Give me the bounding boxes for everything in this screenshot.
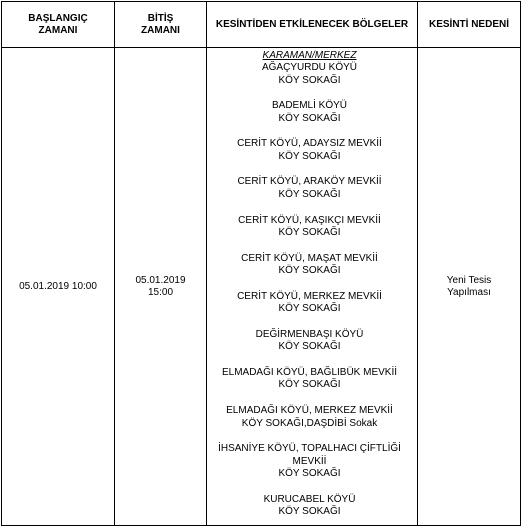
region-line: KÖY SOKAĞI: [278, 265, 341, 277]
affected-regions-list: [206, 50, 413, 519]
header-start-time: BAŞLANGIÇ ZAMANI: [28, 12, 88, 36]
region-line: KÖY SOKAĞI,DAŞDİBİ Sokak: [241, 417, 378, 429]
region-line: KÖY SOKAĞI: [278, 226, 341, 238]
region-entry: [264, 494, 356, 519]
region-line: ELMADAĞI KÖYÜ, MERKEZ MEVKİİ: [226, 405, 393, 417]
region-line: BADEMLİ KÖYÜ: [271, 100, 348, 112]
region-line: İHSANİYE KÖYÜ, TOPALHACI ÇİFTLİĞİ: [218, 443, 401, 455]
region-entry: [241, 253, 378, 278]
region-line: KÖY SOKAĞI: [278, 506, 341, 518]
region-entry: [237, 138, 382, 163]
region-line: KÖY SOKAĞI: [278, 379, 341, 391]
region-line: KÖY SOKAĞI: [278, 468, 341, 480]
region-entry: [262, 50, 357, 87]
region-line: KÖY SOKAĞI: [278, 150, 341, 162]
region-line: KÖY SOKAĞI: [278, 188, 341, 200]
region-line: KURUCABEL KÖYÜ: [263, 493, 356, 505]
region-line: KÖY SOKAĞI: [278, 341, 341, 353]
region-line: MEVKİİ: [292, 455, 327, 467]
region-entry: [256, 329, 364, 354]
region-entry: [222, 367, 397, 392]
header-affected-regions: KESİNTİDEN ETKİLENECEK BÖLGELER: [215, 18, 409, 30]
region-line: CERİT KÖYÜ, ADAYSIZ MEVKİİ: [237, 138, 382, 150]
region-entry: [238, 215, 381, 240]
header-end-time: BİTİŞ ZAMANI: [141, 12, 180, 36]
region-line: KÖY SOKAĞI: [278, 74, 341, 86]
region-entry: [272, 100, 347, 125]
region-line: CERİT KÖYÜ, MAŞAT MEVKİİ: [241, 252, 378, 264]
region-line: KÖY SOKAĞI: [278, 303, 341, 315]
region-entry: [226, 405, 393, 430]
region-line: CERİT KÖYÜ, ARAKÖY MEVKİİ: [237, 176, 382, 188]
region-entry: [218, 443, 401, 480]
start-time-value: 05.01.2019 10:00: [19, 280, 97, 292]
region-line: AĞAÇYURDU KÖYÜ: [261, 62, 357, 74]
region-line: CERİT KÖYÜ, MERKEZ MEVKİİ: [237, 290, 382, 302]
region-line: ELMADAĞI KÖYÜ, BAĞLIBÜK MEVKİİ: [221, 366, 398, 378]
region-entry: [237, 291, 382, 316]
region-line: CERİT KÖYÜ, KAŞIKÇI MEVKİİ: [238, 214, 381, 226]
header-outage-reason: KESİNTİ NEDENİ: [428, 18, 509, 30]
region-entry: [237, 176, 381, 201]
outage-reason-value: Yeni Tesis Yapılması: [446, 274, 492, 298]
region-heading: KARAMAN/MERKEZ: [262, 50, 357, 61]
end-time-value: 05.01.2019 15:00: [135, 274, 186, 298]
region-line: DEĞİRMENBAŞI KÖYÜ: [255, 328, 364, 340]
region-line: KÖY SOKAĞI: [278, 112, 341, 124]
